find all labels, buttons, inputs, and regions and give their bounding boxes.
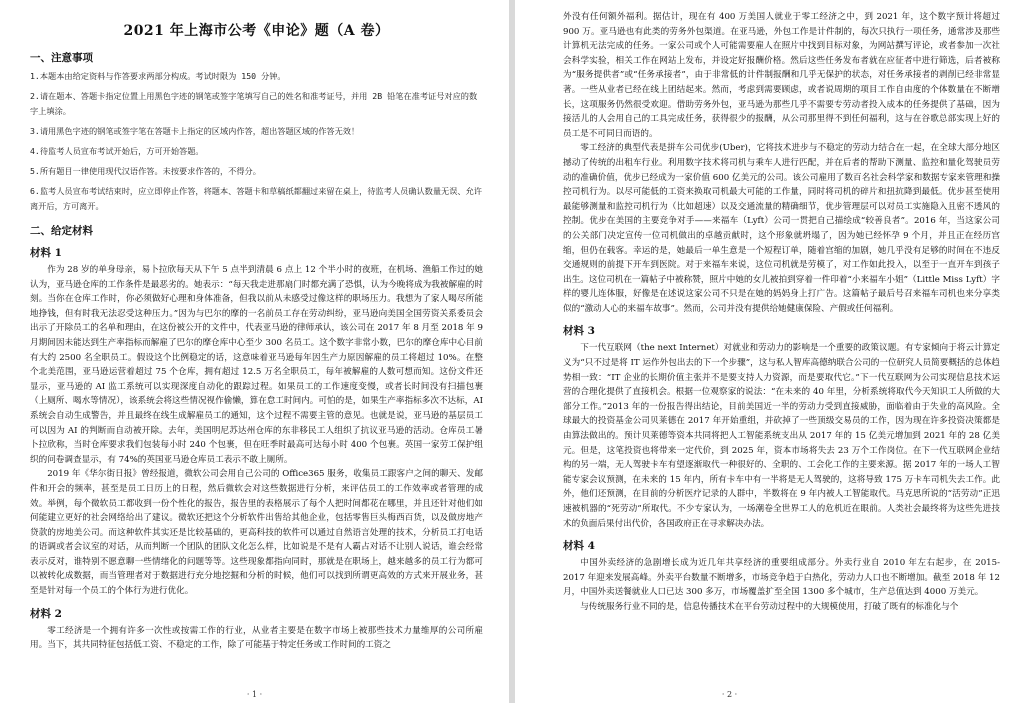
paragraph: 零工经济的典型代表是拼车公司优步(Uber)，它将技术进步与不稳定的劳动力结合在一起，在全球大部分地区撼动了传统的出租车行业。利用数字技术将司机与乘车人进行匹配，并在后者的帮助下测量、监控和量化驾驶员劳动的准确价值，优步已经成为一家价值 600 亿美元的公司。该公司雇用了数百名社会科学家和数据专家来管理和操控司机行为。以尽可能低的工资来换取司机最大可能的工作量，同时将司机的碎片和扭抗降到最低。优步甚至使用最能够测量和监控司机行为（比如超速）以及交通流量的精确细节，优步管理层可以对员工实施隐入且密不透风的控制。优步在美国的主要竞争对手——来福车（Lyft）公司一贯把自己描绘成“较善良者”。2016 年，当这家公司的公关部门决定宣传一位司机做出的卓越贡献时，这个形象就坍塌了，因为她已经怀孕 9 个月，并且正在经历宫缩，但仍在载客。幸运的是，她最后一单生意是一个短程订单，随着宫缩的加剧，她几乎没有足够的时间在不违反交通规则的前提下开车到医院。对于来福车来说，这位司机就是劳模了，对工作如此投入，以至于一直开车到孩子出生。这位司机在一篇帖子中被称赞，照片中她的女儿被拍到穿着一件印着“小来福车小姐”（Little Miss Lyft）字样的婴儿连体服，好像是在述说这家公司不只是在她的妈妈身上打广告。这篇帖子最后号召来福车司机也来分享类似的“激动人心的来福车故事”。然而，公司并没有提供给她健康保险、产假或任何福利。: [563, 143, 1000, 314]
notice-item: 2.请在题本、答题卡指定位置上用黑色字迹的钢笔或签字笔填写自己的姓名和准考证号，并用 2B 铅笔在准考证号对应的数字上填涂。: [30, 91, 478, 116]
notice-item: 3.请用黑色字迹的钢笔或签字笔在答题卡上指定的区域内作答，超出答题区域的作答无效！: [30, 126, 360, 136]
notice-item: 4.待监考人员宣布考试开始后，方可开始答题。: [30, 146, 204, 156]
paragraph: 零工经济是一个拥有许多一次性或按需工作的行业，从业者主要是在数字市场上被那些技术力量维厚的公司所雇用。当下，其共同特征包括低工资、不稳定的工作，除了可能基于特定任务或工作时间的工资之: [30, 625, 483, 651]
section-heading-notices: 一、注意事项: [30, 52, 93, 64]
material-2-heading: 材料 2: [30, 607, 62, 620]
notice-item: 6.监考人员宣布考试结束时，应立即停止作答，将题本、答题卡和草稿纸都翻过来留在桌上，待监考人员确认数量无误、允许离开后，方可离开。: [30, 186, 482, 211]
paragraph: 下一代互联网（the next Internet）对就业和劳动力的影响是一个重要的政策议题。有专家倾向于将云计算定义为“只不过是将 IT 运作外包出去的下一个步骤”，这与私人智库高德纳联合公司的一位研究人员简要概括的总体趋势相一致：“IT 企业的长期价值主张并不是要支持人力资源，而是要取代它。”下一代互联网为公司实现信息技术运营的合理化提供了直接机会。根据一位观察家的说法：“在未来的 40 年里，分析系统将取代今天知识工人所做的大部分工作。”2013 年的一份报告得出结论，目前美国近一半的劳动力受到直接威胁，面临着由于失业的高风险。全球最大的投资基金公司贝莱德在 2017 年开始重组，并砍掉了一些顶级交易员的工作，因为现在许多投资决策都是由算法做出的。预计贝莱德等资本共同将把人工智能系统支出从 2017 年的 15 亿美元增加到 2021 年的 28 亿美元。但是，这笔投资也将带来一定代价，到 2025 年，资本市场将失去 23 万个工作岗位。在下一代互联网企业结构的另一端，无人驾驶卡车有望逐渐取代一种很好的、全职的、工会化工作的主要来源。据 2017 年的一场人工智能专家会议预测，在未来的 15 年内，所有卡车中有一半将是无人驾驶的，这将导致 175 万卡车司机失去工作。此外，他们还预测，在目前的分析医疗记录的人群中，半数将在 9 年内被人工智能取代。马克思所说的“活劳动”正迅速被机器的“死劳动”所取代。不少专家认为，一场潮卷全世界工人的危机近在眼前。人类社会最终将为这些先进技术的负面后果付出代价，各国政府正在寻求解决办法。: [563, 343, 1000, 529]
paragraph: 作为 28 岁的单身母亲，易卜拉欣每天从下午 5 点半到清晨 6 点上 12 个半小时的夜班，在机场、渔船工作过的她认为，亚马逊仓库的工作条件是最恶劣的。她表示：“每天我走进那扇门时都充满了恐惧，认为今晚将成为我被解雇的时刻。当你在仓库工作时，你必须做好心理和身体准备，但我以前从未感受过像这样的职场压力。我想为了家人喝尽所能地挣钱，但有时我无法忍受这种压力。”因为与巴尔的摩的一名前员工存在劳动纠纷，亚马逊向美国全国劳资关系委员会出示了开除员工的名单和理由，在这份被公开的文件中，代表亚马逊的律师承认，该公司在 2017 年 8 月至 2018 年 9 月期间因未能达到生产率指标而解雇了巴尔的摩仓库中心至少 300 名员工。这个数字非常小数，巴尔的摩仓库中心目前有大约 2500 名全职员工。假设这个比例稳定的话，这意味着亚马逊每年因生产力原因解雇的员工将超过 10%。在整个北美范围，亚马逊运营着超过 75 个仓库，拥有超过 12.5 万名全职员工，每年被解雇的人数可想而知。这份文件还显示，亚马逊的 AI 监工系统可以实现深度自动化的跟踪过程。如果员工的工作速度变慢，或者长时间没有扫描包裹（上厕所、喝水等情况），该系统会将这些情况视作偷懒，算在怠工时间内。可怕的是，如果生产率指标多次不达标，AI 系统会自动生成警告，并且最终在线生成解雇员工的通知，这个过程不需要主管的意见。也就是说，亚马逊的基层员工可以因为 AI 的判断而自动被开除。去年，美国明尼苏达州仓库的东非移民工人组织了抗议亚马逊的活动。仓库员工暑卜拉欣称，当时仓库要求我们包装每小时 240 个包裹，但在旺季时最高可达每小时 400 个包裹。英国一家劳工保护组织的问卷调查显示，有 74%的英国亚马逊仓库员工表示不敢上厕所。: [30, 265, 483, 465]
paragraph: 与传统服务行业不同的是，信息传播技术在平台劳动过程中的大规模使用，打破了既有的标准化与个: [580, 601, 959, 612]
page-number: · 1 ·: [246, 690, 263, 699]
material-3-heading: 材料 3: [563, 325, 595, 338]
section-heading-materials: 二、给定材料: [30, 225, 93, 237]
notice-item: 1.本题本由给定资料与作答要求两部分构成。考试时限为 150 分钟。: [30, 71, 286, 81]
material-4-heading: 材料 4: [563, 540, 595, 553]
paragraph: 外没有任何额外福利。据估计，现在有 400 万美国人就业于零工经济之中，到 2021 年，这个数字预计将超过 900 万。亚马逊也有此类的劳务外包渠道。在亚马逊，外包工作是计件制的，每次只执行一项任务，通常涉及那些计算机无法完成的任务。一家公司或个人可能需要雇人在照片中找到目标对象，为网站撰写评论，或者参加一次社会科学实验，相关工作在网站上发布，并设定好报酬价格。然后这些任务发布者就在应征者中进行筛选，后者被称为“服务提供者”或“任务承接者”，由于非常低的计件制报酬和几乎无保护的状态，对任务承接者的剥削已经非常显著。一些从业者已经在线上团结起来。然而，考虑到需要顾虑，或者说周期的项目工作自由度的个体数量在不断增长，这项服务仍然很受欢迎。借助劳务外包，亚马逊为那些几乎不需要专劳动者投入成本的任务提供了基础，因为接活儿的人会用自己的工具完成任务，获得很少的报酬，从公司那里得不到任何福利，这与在谷歌总部实现上好的员工是不可同日而语的。: [563, 12, 1000, 139]
page-number: · 2 ·: [721, 690, 738, 699]
notice-item: 5.所有题目一律使用现代汉语作答。未按要求作答的，不得分。: [30, 166, 261, 176]
page-title: 2021 年上海市公考《申论》题（A 卷）: [123, 23, 390, 39]
page-1: [0, 0, 509, 703]
material-1-heading: 材料 1: [30, 247, 62, 259]
paragraph: 中国外卖经济的急剧增长成为近几年共享经济的重要组成部分。外卖行业自 2010 年左右起步，在 2015-2017 年迎来发展高峰。外卖平台数量不断增多，市场竞争趋于白热化，劳动力人口也不断增加。截至 2018 年 12 月，中国外卖送餐就业人口已达 300 多万，市场覆盖扩至全国 1300 多个城市，生产总值达到 4000 万美元。: [563, 558, 1000, 598]
page-2: [515, 0, 1024, 703]
paragraph: 2019 年《华尔街日报》曾经报道，微软公司会用自己公司的 Office365 服务，收集员工跟客户之间的聊天、发邮件和开会的频率，甚至是员工日历上的日程，然后微软会对这些数据进行分析，来评估员工的工作效率或者管理的成效。举例，每个微软员工都收到一份个性化的报告，报告里的表格展示了每个人把时间都花在哪里，并且还针对他们如何能建立更好的社会网络给出了建议。微软还把这个分析软件出售给其他企业，包括零售巨头梅西百货，以及做房地产贷款的房地美公司。而这种软件其实还是比较基础的，更高科技的软件可以通过自然语言处理的技术，分析员工打电话的语调或者会议室的对话，从而判断一个团队的团队文化怎么样，比如说是不是有人霸占对话不让别人说话，谁会经常表示反对，谁特别不愿意聊一些情绪化的问题等等。这些现象都指向同时，那就是在职场上，越来越多的员工行为都可以被转化成数据，而当管理者对于数据进行充分地挖掘和分析的时候，他们可以找到所谓更高效的方式来开展业务，甚至是针对每一个员工的个体行为进行优化。: [30, 469, 483, 597]
